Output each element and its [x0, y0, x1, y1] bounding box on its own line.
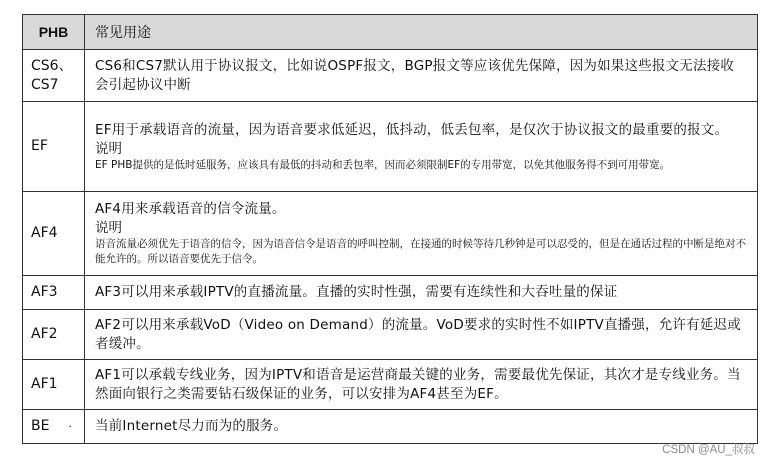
phb-cell — [23, 410, 85, 444]
usage-cell — [85, 310, 758, 360]
note-label: 说明 — [95, 140, 122, 157]
usage-text: AF2可以用来承载VoD（Video on Demand）的流量。VoD要求的实时性不如IPTV直播强，允许有延迟或者缓冲。 — [95, 316, 741, 352]
phb-cell: AF4 — [23, 192, 85, 276]
usage-text: EF用于承载语音的流量，因为语音要求低延迟，低抖动，低丢包率，是仅次于协议报文的最重要的报文。 — [95, 121, 729, 138]
usage-cell — [85, 192, 758, 276]
note-text: 语音流量必须优先于语音的信令，因为语音信令是语音的呼叫控制，在接通的时候等待几秒钟是可以忍受的，但是在通话过程的中断是绝对不能允许的。所以语音要优先于信令。 — [95, 238, 746, 265]
phb-cell: AF2 — [23, 310, 85, 360]
usage-cell — [85, 276, 758, 310]
usage-cell — [85, 50, 758, 102]
table-row-cs6-cs7 — [23, 50, 758, 102]
table-row-af3 — [23, 276, 758, 310]
usage-text: AF1可以承载专线业务，因为IPTV和语音是运营商最关键的业务，需要最优先保证，其次才是专线业务。当然面向银行之类需要钻石级保证的业务，可以安排为AF4甚至为EF。 — [95, 366, 741, 402]
usage-text: CS6和CS7默认用于协议报文，比如说OSPF报文，BGP报文等应该优先保障，因为如果这些报文无法接收会引起协议中断 — [95, 57, 735, 93]
usage-text: AF3可以用来承载IPTV的直播流量。直播的实时性强，需要有连续性和大吞吐量的保证 — [95, 284, 618, 300]
note-text: EF PHB提供的是低时延服务，应该具有最低的抖动和丢包率，因而必须限制EF的专用带宽，以免其他服务得不到可用带宽。 — [95, 158, 671, 171]
table-row-af4 — [23, 192, 758, 276]
usage-text: 当前Internet尽力而为的服务。 — [95, 418, 288, 434]
phb-cell: EF — [23, 102, 85, 192]
watermark-text: CSDN @AU_叔叔 — [662, 444, 755, 456]
table-row-be — [23, 410, 758, 444]
table-row-ef — [23, 102, 758, 192]
note-label: 说明 — [95, 220, 122, 236]
table-row-af2 — [23, 310, 758, 360]
usage-cell — [85, 102, 758, 192]
phb-usage-table — [22, 14, 758, 444]
phb-cell: CS6、CS7 — [23, 50, 85, 102]
phb-label: BE — [31, 418, 50, 434]
usage-cell — [85, 410, 758, 444]
header-usage: 常见用途 — [85, 15, 758, 50]
phb-cell: AF1 — [23, 360, 85, 410]
dot-mark: · — [68, 420, 72, 433]
phb-cell: AF3 — [23, 276, 85, 310]
table-row-af1 — [23, 360, 758, 410]
phb-be-wrap — [31, 417, 84, 436]
table-header-row — [23, 15, 758, 50]
usage-cell — [85, 360, 758, 410]
usage-text: AF4用来承载语音的信令流量。 — [95, 201, 286, 217]
header-phb: PHB — [23, 15, 85, 50]
